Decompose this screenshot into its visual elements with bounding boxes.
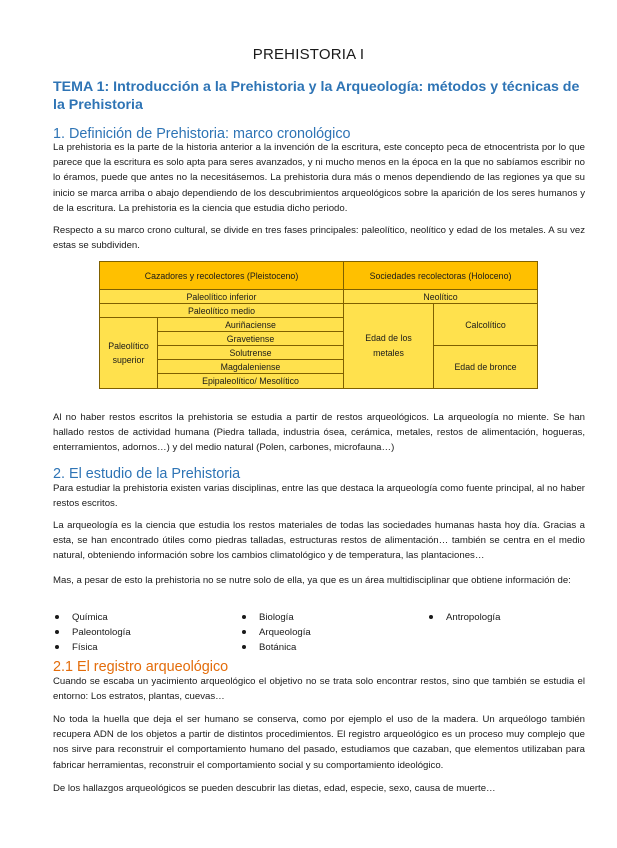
- section-1-paragraph-3: Al no haber restos escritos la prehistoria se estudia a partir de restos arqueológicos. La arqueología no miente. Se han hallado restos de actividad humana (Piedra tallada, industria ósea, cerámica, metales, restos de alimentación, hogueras, enterramientos, adornos…) y del medio natural (Polen, carbones, microfauna…): [53, 412, 585, 454]
- list-item: Arqueología: [240, 625, 311, 640]
- cell-paleolitico-inferior: Paleolítico inferior: [100, 290, 344, 304]
- list-item: Biología: [240, 610, 311, 625]
- cell-magdaleniense: Magdaleniense: [158, 360, 344, 374]
- cell-neolitico: Neolítico: [344, 290, 538, 304]
- disciplines-column-2: [240, 610, 311, 655]
- cell-auriñaciense: Auriñaciense: [158, 318, 344, 332]
- list-item: Paleontología: [53, 625, 131, 640]
- section-1-paragraph-2: Respecto a su marco crono cultural, se divide en tres fases principales: paleolítico, neolítico y edad de los metales. A su vez estas se subdividen.: [53, 225, 585, 252]
- paleolitico-superior-label: Paleolítico superior: [108, 341, 149, 365]
- section-2-1-paragraph-2: No toda la huella que deja el ser humano se conserva, como por ejemplo el uso de la madera. Un arqueólogo también recupera ADN de los objetos a partir de distintos procedimientos. El registro arqueológico es un proceso muy complejo que nos sirve para reconstruir el comportamiento humano del pasado, estudiamos que cazaban, que elementos utilizaban para fabricar herramientas, reconstruir el comportamiento social y su comportamiento ideológico.: [53, 714, 585, 771]
- edad-metales-label: Edad de los metales: [365, 333, 412, 358]
- list-item: Botánica: [240, 640, 311, 655]
- cell-gravetiense: Gravetiense: [158, 332, 344, 346]
- disciplines-column-1: [53, 610, 131, 655]
- tema-heading: TEMA 1: Introducción a la Prehistoria y la Arqueología: métodos y técnicas de la Prehistoria: [53, 79, 580, 113]
- table-header-holoceno: Sociedades recolectoras (Holoceno): [344, 262, 538, 290]
- section-2-heading: 2. El estudio de la Prehistoria: [53, 466, 241, 482]
- cell-edad-de-bronce: Edad de bronce: [434, 346, 538, 389]
- section-1-paragraph-1: La prehistoria es la parte de la historia anterior a la invención de la escritura, este concepto peca de etnocentrista por lo que parece que la escritura es solo apta para seres avanzados, y ni mucho menos en la época en la que no sabíamos escribir no lo éramos, puede que antes no la necesitásemos. La prehistoria dura más o menos dependiendo de las regiones ya que su inicio se marca arriba o abajo dependiendo de los descubrimientos arqueológicos sobre la aparición de los seres humanos y de la escritura. La prehistoria es la ciencia que estudia dicho periodo.: [53, 142, 585, 214]
- table-header-pleistoceno: Cazadores y recolectores (Pleistoceno): [100, 262, 344, 290]
- section-2-paragraph-1: Para estudiar la prehistoria existen varias disciplinas, entre las que destaca la arqueología como fuente principal, al no haber restos escritos.: [53, 483, 585, 510]
- cell-calcolitico: Calcolítico: [434, 304, 538, 346]
- list-item: Química: [53, 610, 131, 625]
- section-2-1-paragraph-1: Cuando se escaba un yacimiento arqueológico el objetivo no se trata solo encontrar restos, sino que también se estudia el entorno: Los estratos, plantas, cuevas…: [53, 676, 585, 703]
- disciplines-list: [53, 610, 585, 656]
- section-2-1-heading: 2.1 El registro arqueológico: [53, 659, 229, 675]
- cell-solutrense: Solutrense: [158, 346, 344, 360]
- cell-paleolitico-medio: Paleolítico medio: [100, 304, 344, 318]
- document-title: PREHISTORIA I: [252, 46, 365, 63]
- section-2-paragraph-3: Mas, a pesar de esto la prehistoria no se nutre solo de ella, ya que es un área multidisciplinar que obtiene información de:: [53, 575, 571, 586]
- cell-epipaleolitico: Epipaleolítico/ Mesolítico: [158, 374, 344, 389]
- cell-edad-de-los-metales: [344, 304, 434, 389]
- disciplines-column-3: [427, 610, 500, 625]
- cell-paleolitico-superior: [100, 318, 158, 389]
- section-2-paragraph-2: La arqueología es la ciencia que estudia los restos materiales de todas las sociedades humanas hasta hoy día. Gracias a esta, se han encontrado útiles como piedras talladas, estructuras restos de alimentación… también se centra en el medio natural, obteniendo información sobre los cambios climatológico y de temperatura, las plantaciones…: [53, 520, 585, 562]
- section-1-heading: 1. Definición de Prehistoria: marco cronológico: [53, 126, 351, 142]
- list-item: Antropología: [427, 610, 500, 625]
- section-2-1-paragraph-3: De los hallazgos arqueológicos se pueden descubrir las dietas, edad, especie, sexo, causa de muerte…: [53, 783, 496, 794]
- list-item: Física: [53, 640, 131, 655]
- chronology-table: [99, 261, 538, 389]
